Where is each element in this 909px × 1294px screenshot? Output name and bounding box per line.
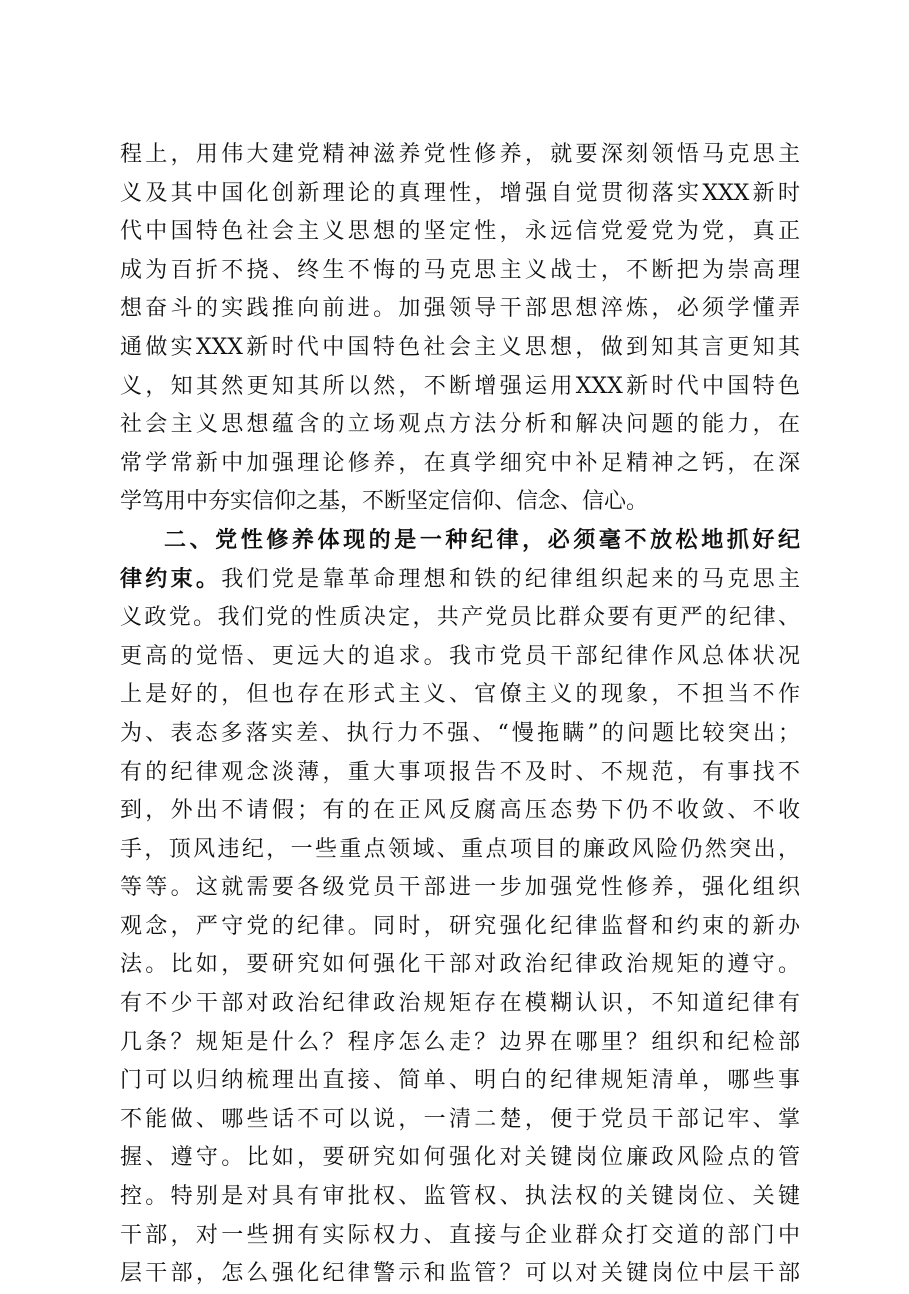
text-line: 握、遵守。比如，要研究如何强化对关键岗位廉政风险点的管 xyxy=(120,1145,800,1171)
text-line: 代中国特色社会主义思想的坚定性，永远信党爱党为党，真正 xyxy=(120,219,800,245)
text-line: 更高的觉悟、更远大的追求。我市党员干部纪律作风总体状况 xyxy=(120,643,800,669)
text-line: 通做实XXX新时代中国特色社会主义思想，做到知其言更知其 xyxy=(120,334,800,360)
text-line: 有的纪律观念淡薄，重大事项报告不及时、不规范，有事找不 xyxy=(120,759,800,785)
text-line xyxy=(120,561,800,600)
text-line: 层干部，怎么强化纪律警示和监管？可以对关键岗位中层干部 xyxy=(120,1261,800,1287)
body-text xyxy=(120,136,800,1294)
text-line: 义政党。我们党的性质决定，共产党员比群众要有更严的纪律、 xyxy=(120,605,800,631)
text-line: 几条？规矩是什么？程序怎么走？边界在哪里？组织和纪检部 xyxy=(120,1029,800,1055)
text-line: 不能做、哪些话不可以说，一清二楚，便于党员干部记牢、掌 xyxy=(120,1106,800,1132)
section-heading: 二、党性修养体现的是一种纪律，必须毫不放松地抓好纪 xyxy=(164,527,800,553)
text-line: 控。特别是对具有审批权、监管权、执法权的关键岗位、关键 xyxy=(120,1184,800,1210)
paragraph-text: 我们党是靠革命理想和铁的纪律组织起来的马克思主 xyxy=(221,566,800,592)
text-line: 观念，严守党的纪律。同时，研究强化纪律监督和约束的新办 xyxy=(120,913,800,939)
text-line: 到，外出不请假；有的在正风反腐高压态势下仍不收敛、不收 xyxy=(120,798,800,824)
text-line: 想奋斗的实践推向前进。加强领导干部思想淬炼，必须学懂弄 xyxy=(120,296,800,322)
text-line: 社会主义思想蕴含的立场观点方法分析和解决问题的能力，在 xyxy=(120,412,800,438)
text-line: 门可以归纳梳理出直接、简单、明白的纪律规矩清单，哪些事 xyxy=(120,1068,800,1094)
text-line: 义及其中国化创新理论的真理性，增强自觉贯彻落实XXX新时 xyxy=(120,180,800,206)
text-line: 程上，用伟大建党精神滋养党性修养，就要深刻领悟马克思主 xyxy=(120,142,800,167)
text-line: 等等。这就需要各级党员干部进一步加强党性修养，强化组织 xyxy=(120,875,800,901)
text-line: 手，顶风违纪，一些重点领域、重点项目的廉政风险仍然突出， xyxy=(120,836,800,862)
text-line: 学笃用中夯实信仰之基，不断坚定信仰、信念、信心。 xyxy=(120,489,649,515)
text-line: 成为百折不挠、终生不悔的马克思主义战士，不断把为崇高理 xyxy=(120,257,800,283)
text-line: 为、表态多落实差、执行力不强、“慢拖瞒”的问题比较突出； xyxy=(120,720,800,746)
text-line: 干部，对一些拥有实际权力、直接与企业群众打交道的部门中 xyxy=(120,1222,800,1248)
text-line: 有不少干部对政治纪律政治规矩存在模糊认识，不知道纪律有 xyxy=(120,991,800,1017)
text-line: 常学常新中加强理论修养，在真学细究中补足精神之钙，在深 xyxy=(120,450,800,476)
text-line: 义，知其然更知其所以然，不断增强运用XXX新时代中国特色 xyxy=(120,373,800,399)
section-heading-end: 律约束。 xyxy=(120,566,222,592)
text-line: 法。比如，要研究如何强化干部对政治纪律政治规矩的遵守。 xyxy=(120,952,800,978)
text-line: 上是好的，但也存在形式主义、官僚主义的现象，不担当不作 xyxy=(120,682,800,708)
